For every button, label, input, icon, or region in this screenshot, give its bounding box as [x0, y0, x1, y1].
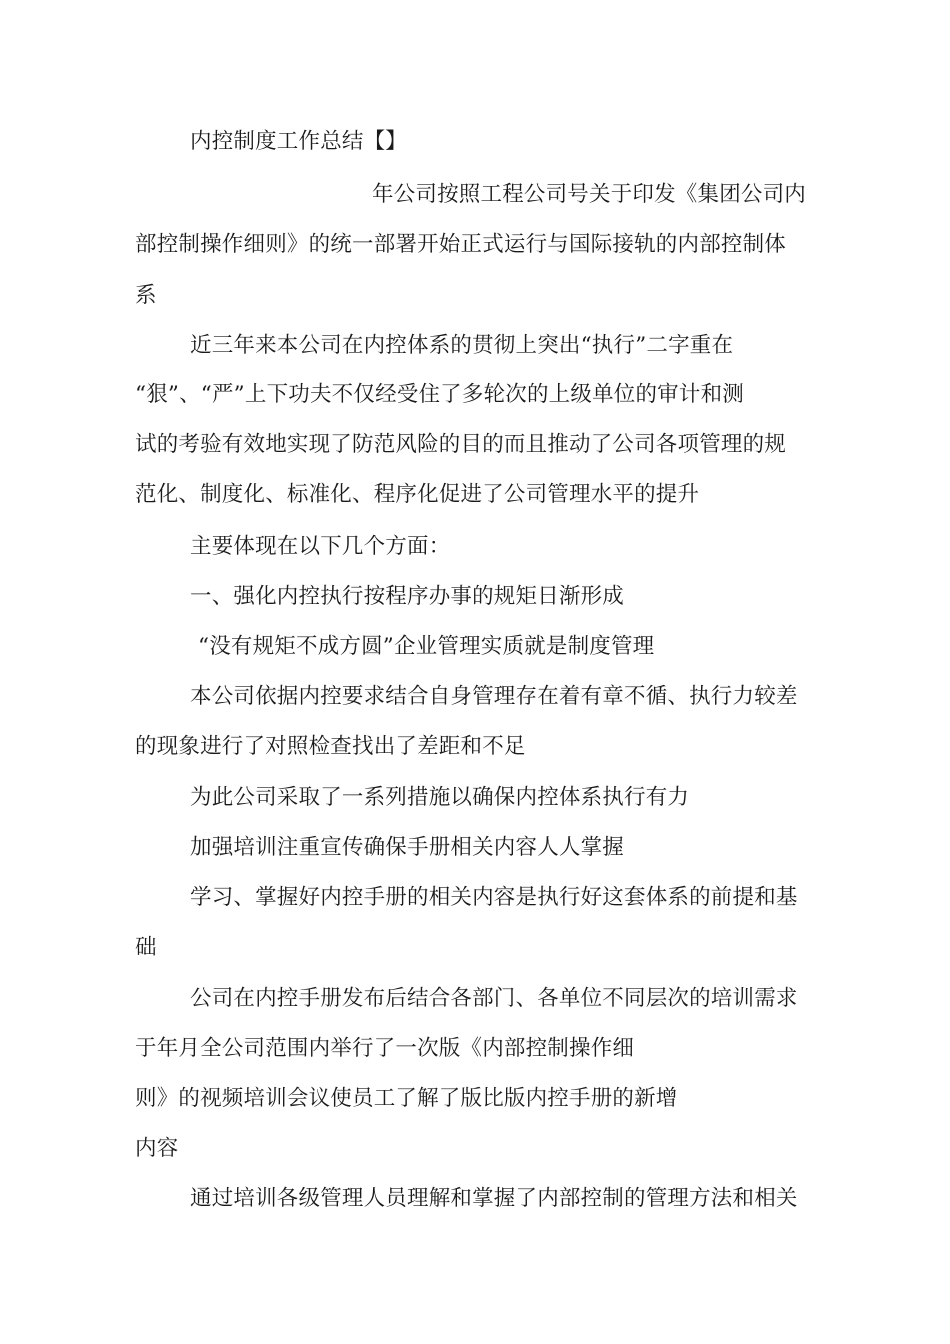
- paragraph-line: 学习、掌握好内控手册的相关内容是执行好这套体系的前提和基: [190, 885, 798, 910]
- paragraph-line: 系: [135, 283, 157, 308]
- paragraph-line: 部控制操作细则》的统一部署开始正式运行与国际接轨的内部控制体: [135, 232, 787, 257]
- paragraph-line: 础: [135, 935, 157, 960]
- paragraph-line: 范化、制度化、标准化、程序化促进了公司管理水平的提升: [135, 482, 700, 507]
- paragraph-line: 公司在内控手册发布后结合各部门、各单位不同层次的培训需求: [190, 986, 798, 1011]
- paragraph-line: 主要体现在以下几个方面：: [190, 534, 451, 559]
- paragraph-line: 近三年来本公司在内控体系的贯彻上突出“执行”二字重在: [190, 333, 734, 358]
- paragraph-line: 则》的视频培训会议使员工了解了版比版内控手册的新增: [135, 1086, 678, 1111]
- paragraph-line: 内容: [135, 1136, 179, 1161]
- paragraph-line: “没有规矩不成方圆”企业管理实质就是制度管理: [198, 634, 655, 659]
- paragraph-line: 通过培训各级管理人员理解和掌握了内部控制的管理方法和相关: [190, 1186, 798, 1211]
- paragraph-line: 试的考验有效地实现了防范风险的目的而且推动了公司各项管理的规: [135, 432, 787, 457]
- paragraph-line: 的现象进行了对照检查找出了差距和不足: [135, 734, 526, 759]
- paragraph-line: 加强培训注重宣传确保手册相关内容人人掌握: [190, 835, 625, 860]
- paragraph-line: 本公司依据内控要求结合自身管理存在着有章不循、执行力较差: [190, 684, 798, 709]
- section-heading: 一、强化内控执行按程序办事的规矩日渐形成: [190, 584, 625, 609]
- document-title: 内控制度工作总结【】: [190, 129, 408, 154]
- paragraph-line: 于年月全公司范围内举行了一次版《内部控制操作细: [135, 1036, 635, 1061]
- paragraph-line: “狠”、“严”上下功夫不仅经受住了多轮次的上级单位的审计和测: [135, 382, 744, 407]
- paragraph-line: 年公司按照工程公司号关于印发《集团公司内: [372, 182, 807, 207]
- paragraph-line: 为此公司采取了一系列措施以确保内控体系执行有力: [190, 785, 690, 810]
